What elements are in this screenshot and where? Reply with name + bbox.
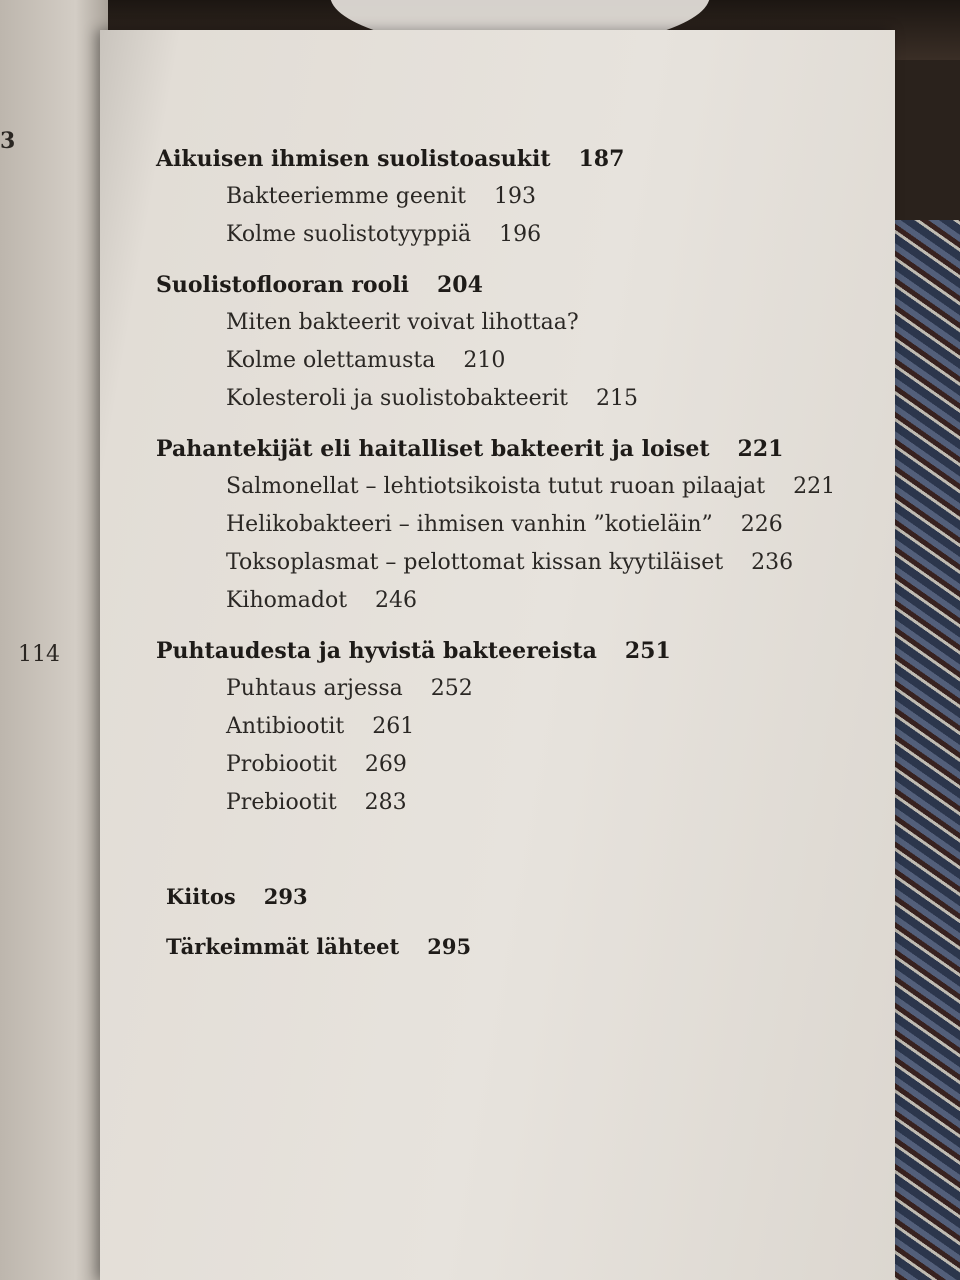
- toc-item-title: Antibiootit: [226, 714, 345, 739]
- toc-item-page: 269: [364, 752, 407, 777]
- toc-chapter-page: 251: [624, 638, 671, 664]
- toc-item-title: Kihomadot: [226, 588, 348, 613]
- toc-item-page: 236: [751, 550, 794, 575]
- toc-item-page: 210: [463, 348, 506, 373]
- toc-end-matter-page: 295: [427, 934, 472, 959]
- toc-item: [156, 474, 856, 512]
- toc-item-title: Toksoplasmat – pelottomat kissan kyytiläiset: [226, 550, 724, 575]
- toc-item: [156, 222, 856, 260]
- toc-item: [156, 386, 856, 424]
- toc-item: [156, 676, 856, 714]
- table-of-contents: [156, 146, 856, 984]
- toc-item: [156, 790, 856, 828]
- toc-item: [156, 310, 856, 348]
- toc-item-page: 283: [364, 790, 407, 815]
- toc-item-title: Salmonellat – lehtiotsikoista tutut ruoan pilaajat: [226, 474, 766, 499]
- toc-item-page: 193: [493, 184, 536, 209]
- toc-item-page: 261: [372, 714, 415, 739]
- toc-chapter: [156, 638, 856, 676]
- toc-end-matter: [156, 884, 856, 934]
- toc-chapter-page: 204: [437, 272, 483, 298]
- toc-item: [156, 714, 856, 752]
- toc-chapter: [156, 436, 856, 474]
- toc-chapter: [156, 272, 856, 310]
- toc-item: [156, 512, 856, 550]
- toc-item-title: Miten bakteerit voivat lihottaa?: [226, 310, 579, 335]
- toc-end-matter: [156, 934, 856, 984]
- toc-item-page: 252: [430, 676, 473, 701]
- toc-item: [156, 550, 856, 588]
- toc-item-page: 221: [793, 474, 836, 499]
- toc-item-title: Puhtaus arjessa: [226, 676, 403, 701]
- toc-item-page: 196: [499, 222, 542, 247]
- toc-chapter-page: 187: [578, 146, 625, 172]
- toc-end-matter-page: 293: [263, 884, 308, 909]
- toc-item: [156, 348, 856, 386]
- toc-item: [156, 752, 856, 790]
- toc-chapter: [156, 146, 856, 184]
- toc-chapter-page: 221: [737, 436, 784, 462]
- toc-item-title: Prebiootit: [226, 790, 337, 815]
- toc-item-title: Helikobakteeri – ihmisen vanhin ”kotieläin”: [226, 512, 713, 537]
- left-page: [0, 0, 108, 1280]
- toc-item-title: Kolesteroli ja suolistobakteerit: [226, 386, 569, 411]
- toc-chapter-title: Puhtaudesta ja hyvistä bakteereista: [156, 638, 597, 664]
- left-page-edge-number: 3: [0, 128, 16, 154]
- toc-end-matter-title: Kiitos: [166, 884, 236, 909]
- toc-item-title: Probiootit: [226, 752, 337, 777]
- toc-item-title: Kolme suolistotyyppiä: [226, 222, 472, 247]
- toc-chapter-title: Pahantekijät eli haitalliset bakteerit ja loiset: [156, 436, 710, 462]
- toc-item-title: Bakteeriemme geenit: [226, 184, 466, 209]
- toc-end-matter-title: Tärkeimmät lähteet: [166, 934, 400, 959]
- left-page-number: 114: [18, 642, 60, 667]
- toc-item-page: 246: [375, 588, 418, 613]
- toc-item: [156, 588, 856, 626]
- toc-chapter-title: Suolistoflooran rooli: [156, 272, 409, 298]
- toc-item-page: 215: [596, 386, 639, 411]
- toc-chapter-title: Aikuisen ihmisen suolistoasukit: [156, 146, 551, 172]
- toc-item-title: Kolme olettamusta: [226, 348, 436, 373]
- toc-item-page: 226: [740, 512, 783, 537]
- toc-item: [156, 184, 856, 222]
